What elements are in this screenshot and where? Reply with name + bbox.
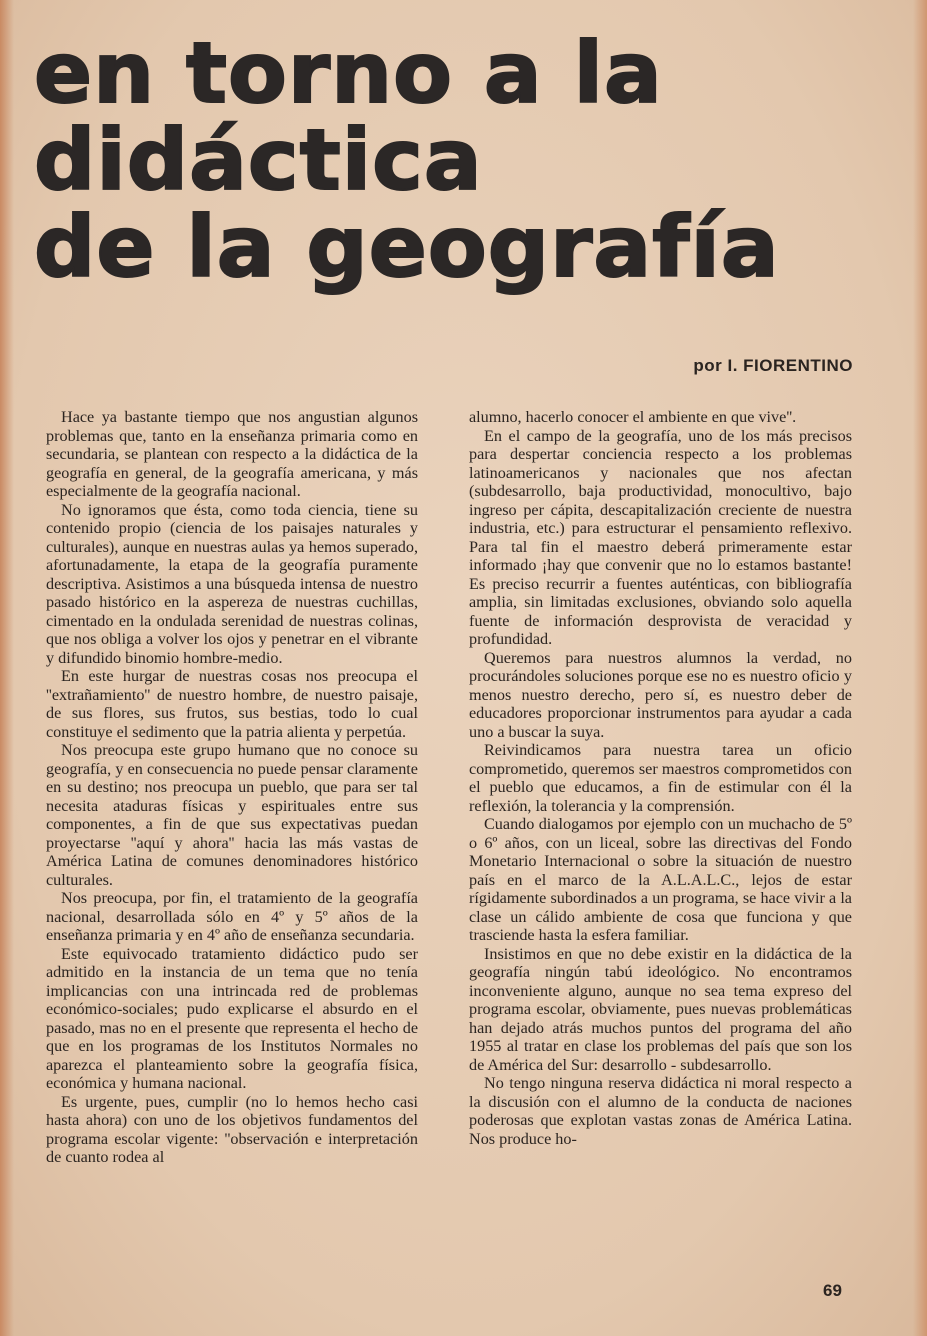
paragraph: Cuando dialogamos por ejemplo con un muchacho de 5º o 6º años, con un liceal, sobre las directivas del Fondo Monetario Internacional o sobre la situación de nuestro país en el marco de la A.L.A.L.C., lejos de estar rígidamente subordinados a un programa, se hace vivir a la clase un cálido ambiente de cosa que funciona y que trasciende hasta la esfera familiar. (469, 815, 852, 944)
title-line-3: de la geografía (34, 198, 780, 296)
paragraph: Nos preocupa, por fin, el tratamiento de la geografía nacional, desarrollada sólo en 4º y 5º años de la enseñanza primaria y en 4º año de enseñanza secundaria. (46, 889, 418, 944)
paragraph: Reivindicamos para nuestra tarea un oficio comprometido, queremos ser maestros comprometidos con el pueblo que educamos, a fin de estimular con él la reflexión, la tolerancia y la comprensión. (469, 741, 852, 815)
paragraph-continuation: alumno, hacerlo conocer el ambiente en que vive''. (469, 408, 797, 426)
paragraph: En el campo de la geografía, uno de los más precisos para despertar conciencia respecto a los problemas latinoamericanos y nacionales que nos afectan (subdesarrollo, baja productividad, monocultivo, bajo ingreso per cápita, descapitalización creciente de nuestra industria, etc.) para estructurar el pensamiento reflexivo. Para tal fin el maestro deberá primeramente estar informado ¡hay que convenir que no lo estamos bastante! Es preciso recurrir a fuentes auténticas, con bibliografía amplia, sin limitadas exclusiones, obviando solo aquella fuente de información desprovista de veracidad y profundidad. (469, 426, 852, 648)
article-title (34, 24, 780, 296)
page-number: 69 (823, 1281, 842, 1300)
paragraph: Insistimos en que no debe existir en la didáctica de la geografía ningún tabú ideológico. No encontramos inconveniente alguno, aunque no sea tema expreso del programa escolar, obviamente, pues nuevas problemáticas han dejado atrás muchos puntos del programa del año 1955 al tratar en clase los problemas del país que son los de América del Sur: desarrollo - subdesarrollo. (469, 944, 852, 1074)
right-column (469, 408, 852, 1148)
page-edge-right (913, 0, 927, 1336)
paragraph: En este hurgar de nuestras cosas nos preocupa el ''extrañamiento'' de nuestro hombre, de nuestro paisaje, de sus flores, sus frutos, sus bestias, todo lo cual constituye el sedimento que la patria alienta y perpetúa. (46, 667, 418, 741)
paragraph: Queremos para nuestros alumnos la verdad, no procurándoles soluciones porque ese no es nuestro oficio y menos nuestro derecho, pero sí, es nuestro deber de educadores proporcionar instrumentos para ayudar a cada uno a buscar la suya. (469, 648, 852, 741)
paragraph: No ignoramos que ésta, como toda ciencia, tiene su contenido propio (ciencia de los paisajes naturales y culturales), aunque en nuestras aulas ya hemos superado, afortunadamente, la etapa de la geografía puramente descriptiva. Asistimos a una búsqueda intensa de nuestro pasado histórico en la aspereza de nuestras cuchillas, cimentado en la ondulada serenidad de nuestras colinas, que nos obliga a volver los ojos y penetrar en el vibrante y difundido binomio hombre-medio. (46, 500, 418, 667)
paragraph: Hace ya bastante tiempo que nos angustian algunos problemas que, tanto en la enseñanza primaria como en secundaria, se plantean con respecto a la didáctica de la geografía en general, de la geografía americana, y más especialmente de la geografía nacional. (46, 408, 418, 500)
title-line-1: en torno a la (34, 24, 663, 122)
title-line-2: didáctica (34, 111, 483, 209)
paragraph: No tengo ninguna reserva didáctica ni moral respecto a la discusión con el alumno de la conducta de naciones poderosas que explotan vastas zonas de América Latina. Nos produce ho- (469, 1074, 852, 1148)
paragraph: Es urgente, pues, cumplir (no lo hemos hecho casi hasta ahora) con uno de los objetivos fundamentos del programa escolar vigente: ''observación e interpretación de cuanto rodea al (46, 1092, 418, 1166)
page-edge-left (0, 0, 14, 1336)
article-byline: por I. FIORENTINO (693, 356, 853, 375)
left-column (46, 408, 418, 1167)
paragraph: Este equivocado tratamiento didáctico pudo ser admitido en la instancia de un tema que no tenía implicancias con una intrincada red de problemas económico-sociales; pudo explicarse el absurdo en el pasado, mas no en el presente que representa el hecho de que en los programas de los Institutos Normales no aparezca el planteamiento sobre la geografía física, económica y humana nacional. (46, 944, 418, 1092)
paragraph: Nos preocupa este grupo humano que no conoce su geografía, y en consecuencia no puede pensar claramente en su destino; nos preocupa un pueblo, que para ser tal necesita ataduras físicas y espirituales entre sus componentes, a fin de que sus expectativas puedan proyectarse ''aquí y ahora'' hacia las más vastas de América Latina de comunes denominadores histórico culturales. (46, 741, 418, 889)
